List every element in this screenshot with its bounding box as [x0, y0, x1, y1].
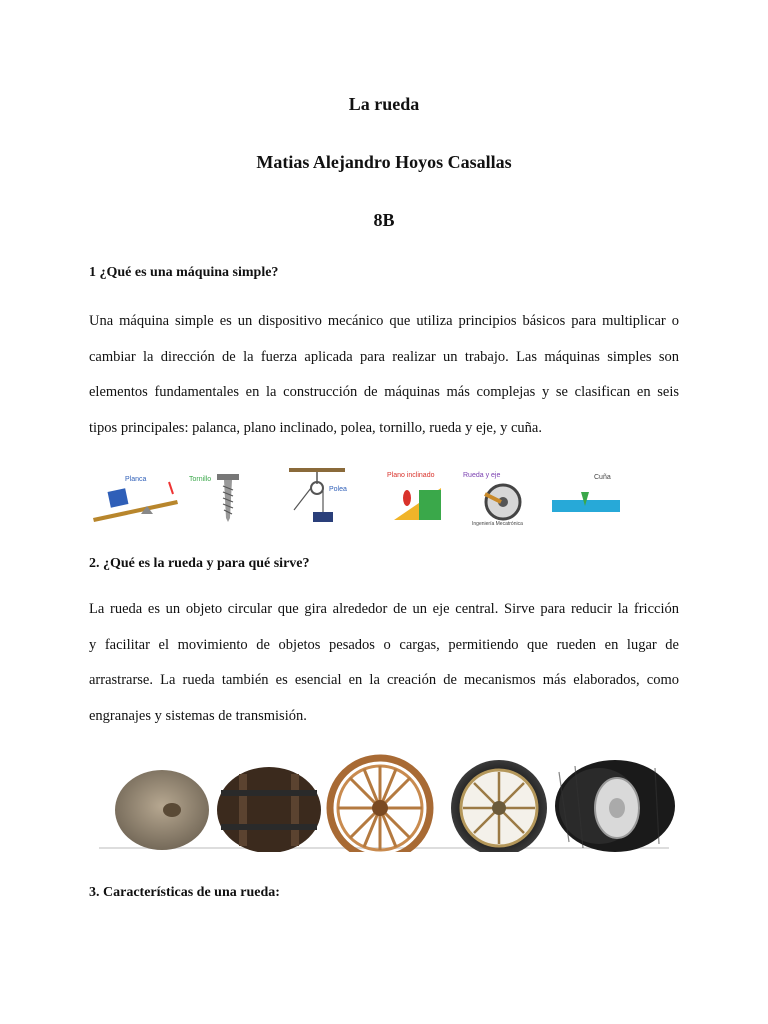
pulley-load [313, 512, 333, 522]
grade-label: 8B [373, 210, 395, 230]
lever-arrow [169, 482, 173, 494]
paragraph-line: La rueda es un objeto circular que gira alrededor de un eje central. Sirve para reducir la fricción [89, 601, 679, 617]
section-1-heading: 1 ¿Qué es una máquina simple? [89, 265, 279, 280]
pulley-ceiling [289, 468, 345, 472]
incline-object [403, 490, 411, 506]
lever-load [108, 488, 129, 507]
label-polea: Polea [329, 486, 347, 493]
label-rueda-eje: Rueda y eje [463, 472, 501, 479]
screw-head [217, 474, 239, 480]
label-plano-inclinado: Plano inclinado [387, 472, 435, 479]
wheel-evolution-figure [89, 752, 679, 852]
paragraph-line: engranajes y sistemas de transmisión. [89, 707, 307, 724]
section-2-heading: 2. ¿Qué es la rueda y para qué sirve? [89, 556, 310, 571]
lever-bar [93, 500, 178, 522]
stone-wheel [115, 770, 209, 850]
document-title: La rueda [348, 94, 420, 114]
label-cuna: Cuña [594, 474, 611, 481]
author-name: Matias Alejandro Hoyos Casallas [256, 152, 512, 172]
paragraph-line: cambiar la dirección de la fuerza aplicada para realizar un trabajo. Las máquinas simples son [89, 348, 679, 365]
paragraph-line: y facilitar el movimiento de objetos pesados o cargas, permitiendo que rueden en lugar de [89, 636, 679, 653]
label-planca: Planca [125, 476, 147, 483]
label-tornillo: Tornillo [189, 476, 212, 483]
paragraph-line: tipos principales: palanca, plano inclinado, polea, tornillo, rueda y eje, y cuña. [89, 419, 542, 436]
wheel-evolution-illustration [89, 752, 679, 852]
paragraph-line: Una máquina simple es un dispositivo mecánico que utiliza principios básicos para multiplicar o [89, 313, 679, 329]
paragraph-line: arrastrarse. La rueda también es esencial en la creación de mecanismos más elaborados, como [89, 672, 679, 688]
incline-block [419, 490, 441, 520]
label-ingenieria: Ingeniería Mecatrónica [472, 521, 523, 527]
simple-machines-illustration [89, 462, 679, 528]
section-3-heading: 3. Características de una rueda: [89, 885, 280, 900]
section-2-paragraph [89, 592, 679, 734]
paragraph-line: elementos fundamentales en la construcción de máquinas más complejas y se clasifican en seis [89, 384, 679, 400]
wooden-plank-wheel [217, 767, 321, 852]
section-1-paragraph [89, 304, 679, 446]
simple-machines-figure [89, 462, 679, 528]
